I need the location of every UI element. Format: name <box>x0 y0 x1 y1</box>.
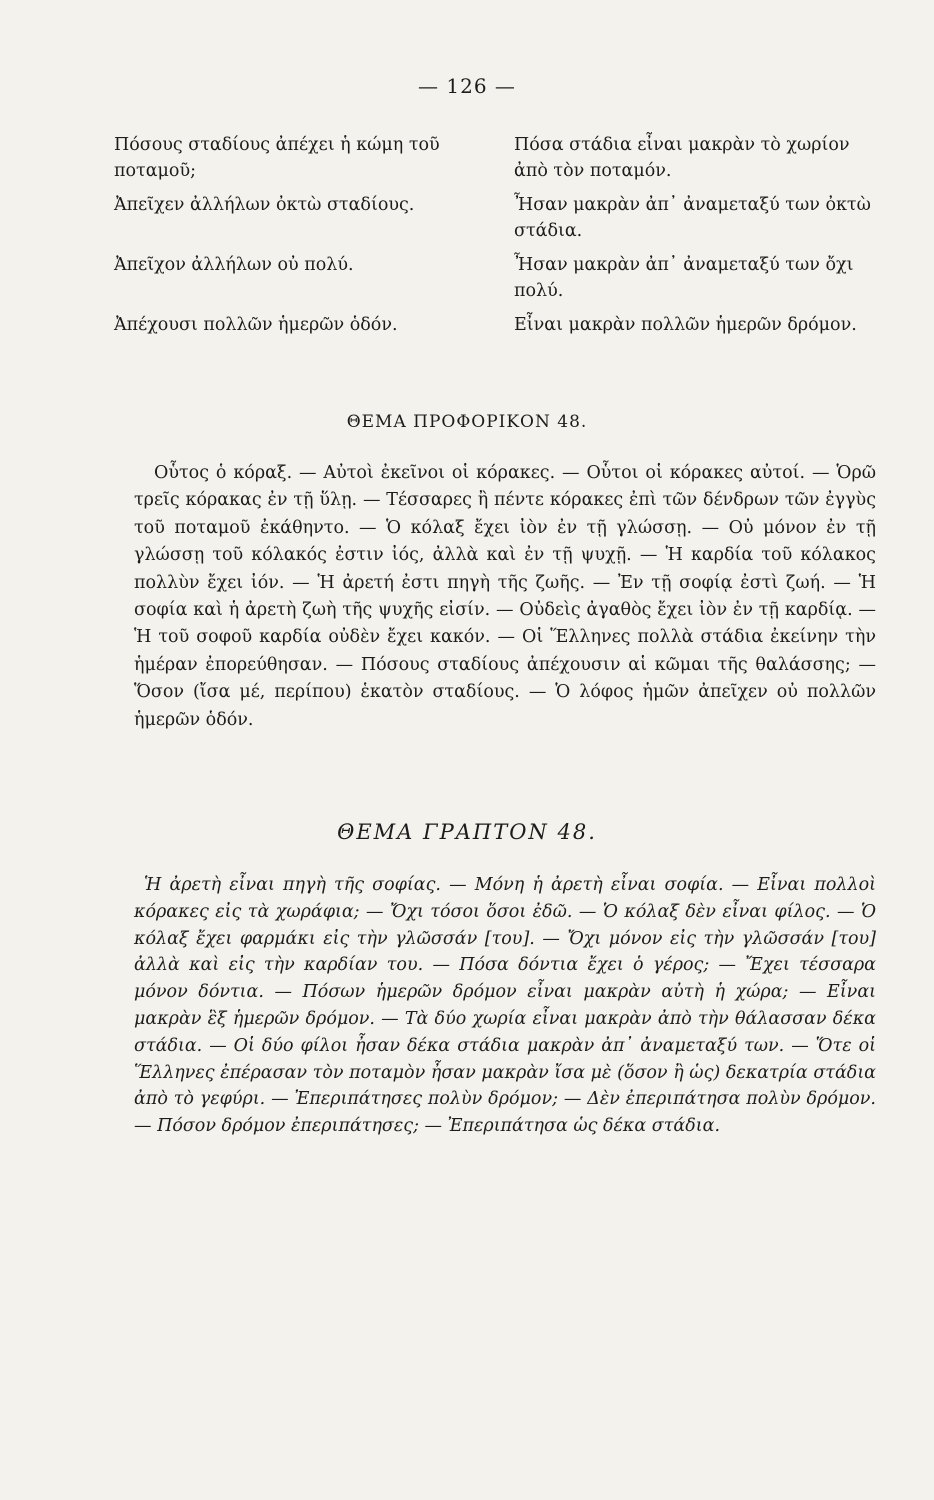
oral-exercise-text: Οὗτος ὁ κόραξ. — Αὐτοὶ ἐκεῖνοι οἱ κόρακες. — Οὗτοι οἱ κόρακες αὐτοί. — Ὁρῶ τρεῖς κόρακας ἐν τῇ ὕλῃ. — Τέσσαρες ἢ πέντε κόρακες ἐπὶ τῶν δένδρων τῶν ἐγγὺς τοῦ ποταμοῦ ἐκάθηντο. — Ὁ κόλαξ ἔχει ἰὸν ἐν τῇ γλώσσῃ. — Οὐ μόνον ἐν τῇ γλώσσῃ τοῦ κόλακός ἐστιν ἰός, ἀλλὰ καὶ ἐν τῇ ψυχῇ. — Ἡ καρδία τοῦ κόλακος πολλὺν ἔχει ἰόν. — Ἡ ἀρετή ἐστι πηγὴ τῆς ζωῆς. — Ἐν τῇ σοφίᾳ ἐστὶ ζωή. — Ἡ σοφία καὶ ἡ ἀρετὴ ζωὴ τῆς ψυχῆς εἰσίν. — Οὐδεὶς ἀγαθὸς ἔχει ἰὸν ἐν τῇ καρδίᾳ. — Ἡ τοῦ σοφοῦ καρδία οὐδὲν ἔχει κακόν. — Οἱ Ἕλληνες πολλὰ στάδια ἐκείνην τὴν ἡμέραν ἐπορεύθησαν. — Πόσους σταδίους ἀπέχουσιν αἱ κῶμαι τῆς θαλάσσης; — Ὅσον (ἴσα μέ, περίπου) ἑκατὸν σταδίους. — Ὁ λόφος ἡμῶν ἀπεῖχεν οὐ πολλῶν ἡμερῶν ὁδόν. <box>134 463 876 730</box>
vocabulary-row <box>114 252 894 304</box>
vocabulary-ancient: Ἀπέχουσι πολλῶν ἡμερῶν ὁδόν. <box>114 315 398 335</box>
page-number: — 126 — <box>418 74 516 98</box>
written-exercise-heading: ΘΕΜΑ ΓΡΑΠΤΟΝ 48. <box>337 820 597 844</box>
vocabulary-modern: Ἦσαν μακρὰν ἀπ᾽ ἀναμεταξύ των ὀκτὼ στάδια. <box>514 195 871 241</box>
vocabulary-modern: Ἦσαν μακρὰν ἀπ᾽ ἀναμεταξύ των ὄχι πολύ. <box>514 255 854 301</box>
vocabulary-ancient: Ἀπεῖχον ἀλλήλων οὐ πολύ. <box>114 255 354 275</box>
vocabulary-row <box>114 132 894 184</box>
vocabulary-modern: Πόσα στάδια εἶναι μακρὰν τὸ χωρίον ἀπὸ τὸν ποταμόν. <box>514 135 850 181</box>
vocabulary-table <box>114 132 894 346</box>
vocabulary-ancient: Ἀπεῖχεν ἀλλήλων ὀκτὼ σταδίους. <box>114 195 415 215</box>
vocabulary-row <box>114 312 894 338</box>
vocabulary-modern: Εἶναι μακρὰν πολλῶν ἡμερῶν δρόμον. <box>514 315 857 335</box>
vocabulary-ancient: Πόσους σταδίους ἀπέχει ἡ κώμη τοῦ ποταμοῦ; <box>114 135 440 181</box>
vocabulary-row <box>114 192 894 244</box>
written-exercise-text: Ἡ ἀρετὴ εἶναι πηγὴ τῆς σοφίας. — Μόνη ἡ ἀρετὴ εἶναι σοφία. — Εἶναι πολλοὶ κόρακες εἰς τὰ χωράφια; — Ὄχι τόσοι ὅσοι ἐδῶ. — Ὁ κόλαξ δὲν εἶναι φίλος. — Ὁ κόλαξ ἔχει φαρμάκι εἰς τὴν γλῶσσάν [του]. — Ὄχι μόνον εἰς τὴν γλῶσσάν [του] ἀλλὰ καὶ εἰς τὴν καρδίαν του. — Πόσα δόντια ἔχει ὁ γέρος; — Ἔχει τέσσαρα μόνον δόντια. — Πόσων ἡμερῶν δρόμον εἶναι μακρὰν αὐτὴ ἡ χώρα; — Εἶναι μακρὰν ἓξ ἡμερῶν δρόμον. — Τὰ δύο χωρία εἶναι μακρὰν ἀπὸ τὴν θάλασσαν δέκα στάδια. — Οἱ δύο φίλοι ἦσαν δέκα στάδια μακρὰν ἀπ᾽ ἀναμεταξύ των. — Ὅτε οἱ Ἕλληνες ἐπέρασαν τὸν ποταμὸν ἦσαν μακρὰν ἴσα μὲ (ὅσον ἢ ὡς) δεκατρία στάδια ἀπὸ τὸ γεφύρι. — Ἐπεριπάτησες πολὺν δρόμον; — Δὲν ἐπεριπάτησα πολὺν δρόμον. — Πόσον δρόμον ἐπεριπάτησες; — Ἐπεριπάτησα ὡς δέκα στάδια. <box>134 875 876 1137</box>
oral-exercise-heading: ΘΕΜΑ ΠΡΟΦΟΡΙΚΟΝ 48. <box>346 412 588 432</box>
